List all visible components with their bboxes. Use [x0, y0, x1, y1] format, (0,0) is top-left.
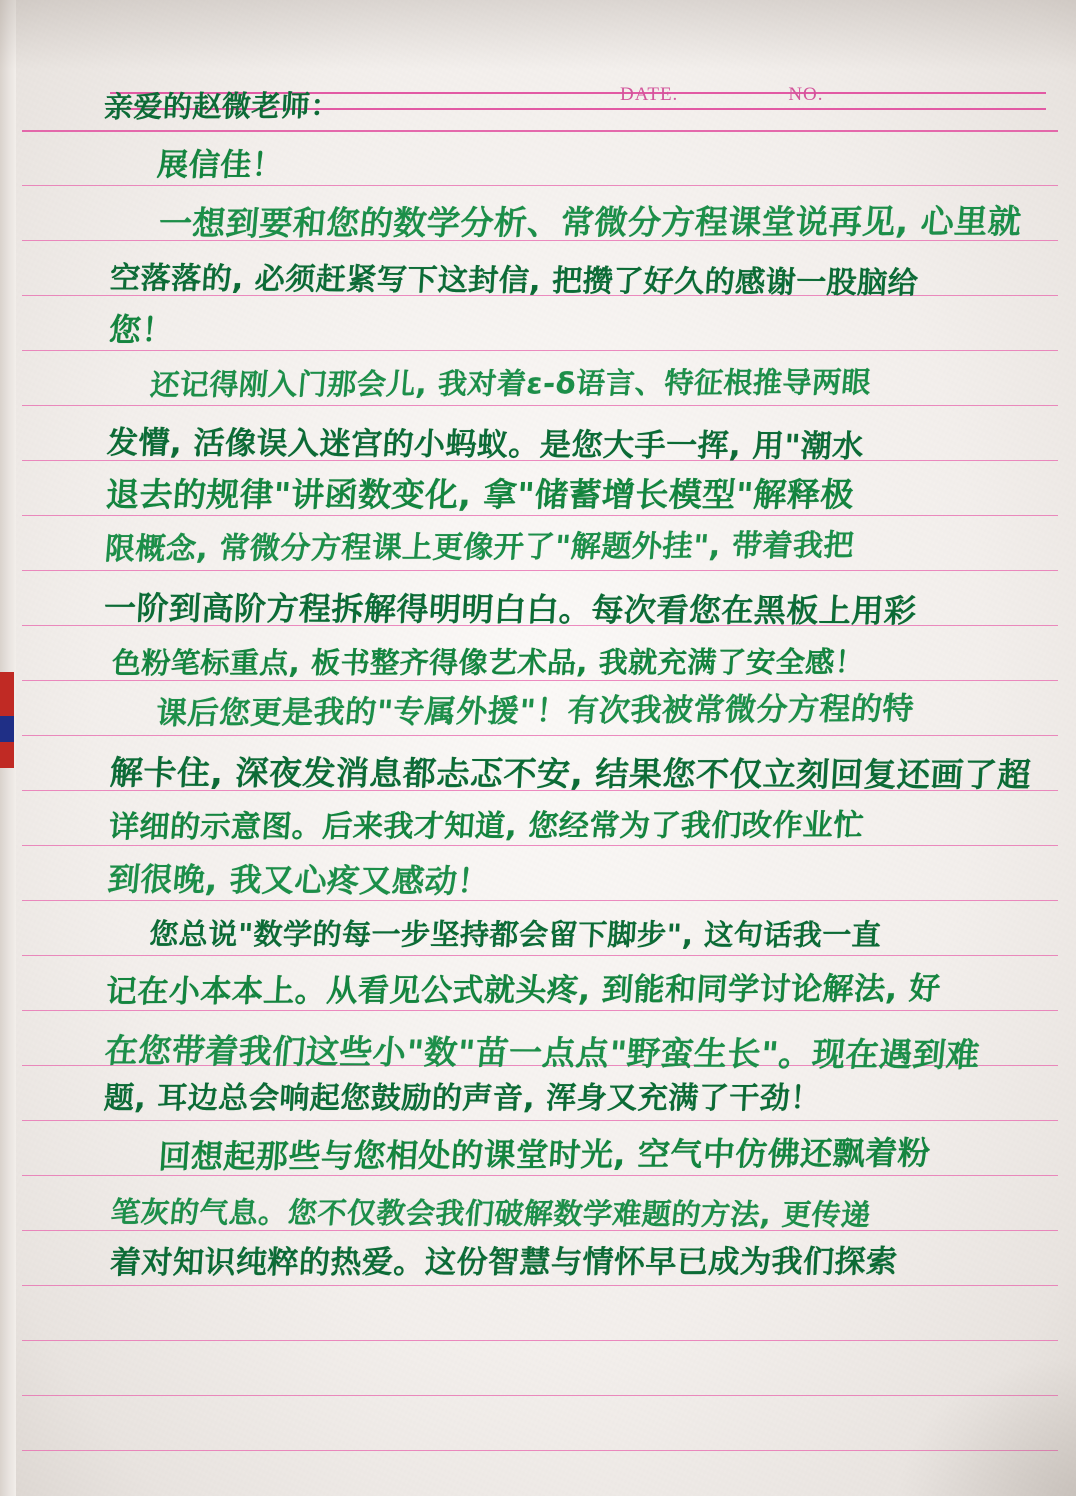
handwritten-line: 亲爱的赵微老师：	[103, 88, 341, 125]
handwritten-line: 到很晚, 我又心疼又感动！	[106, 860, 492, 901]
handwritten-line: 展信佳！	[110, 147, 285, 184]
handwritten-line: 记在小本本上。从看见公式就头疼, 到能和同学讨论解法, 好	[104, 970, 942, 1011]
date-label: DATE.	[620, 84, 679, 105]
handwritten-line: 一阶到高阶方程拆解得明明白白。每次看您在黑板上用彩	[102, 589, 918, 631]
handwritten-line: 色粉笔标重点, 板书整齐得像艺术品, 我就充满了安全感！	[110, 645, 866, 681]
handwritten-line: 一想到要和您的数学分析、常微分方程课堂说再见, 心里就	[109, 201, 1024, 244]
handwritten-line: 您！	[107, 311, 176, 350]
handwritten-line: 空落落的, 必须赶紧写下这封信, 把攒了好久的感谢一股脑给	[109, 261, 920, 302]
handwritten-line: 课后您更是我的"专属外援"！有次我被常微分方程的特	[109, 690, 916, 733]
handwritten-line: 解卡住, 深夜发消息都忐忑不安, 结果您不仅立刻回复还画了超	[108, 753, 1033, 795]
handwritten-line: 题, 耳边总会响起您鼓励的声音, 浑身又充满了干劲！	[103, 1081, 822, 1116]
handwritten-line: 回想起那些与您相处的课堂时光, 空气中仿佛还飘着粉	[110, 1133, 932, 1177]
handwritten-line: 笔灰的气息。您不仅教会我们破解数学难题的方法, 更传递	[109, 1195, 873, 1232]
handwritten-line: 发懵, 活像误入迷宫的小蚂蚁。是您大手一挥, 用"潮水	[105, 425, 865, 465]
handwritten-line: 着对知识纯粹的热爱。这份智慧与情怀早已成为我们探索	[109, 1244, 899, 1282]
handwritten-line: 详细的示意图。后来我才知道, 您经常为了我们改作业忙	[107, 808, 866, 846]
handwritten-line: 还记得刚入门那会儿, 我对着ε-δ语言、特征根推导两眼	[106, 365, 873, 403]
handwritten-line: 限概念, 常微分方程课上更像开了"解题外挂", 带着我把	[103, 528, 856, 568]
handwritten-line: 在您带着我们这些小"数"苗一点点"野蛮生长"。现在遇到难	[103, 1031, 982, 1075]
handwritten-line: 您总说"数学的每一步坚持都会留下脚步", 这句话我一直	[106, 917, 883, 952]
handwritten-line: 退去的规律"讲函数变化, 拿"储蓄增长模型"解释极	[104, 475, 856, 514]
no-label: NO.	[788, 84, 824, 105]
